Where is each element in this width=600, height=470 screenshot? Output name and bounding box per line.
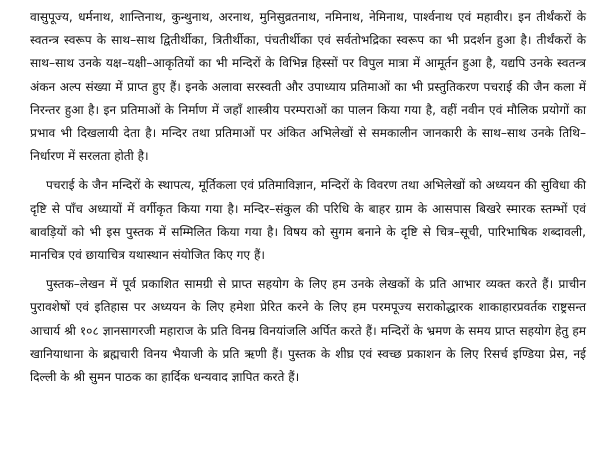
paragraph-chapters: पचराई के जैन मन्दिरों के स्थापत्य, मूर्तिकला एवं प्रतिमाविज्ञान, मन्दिरों के विवरण तथा अभिलेखों को अध्ययन की सुविधा की दृष्टि से पाँच अध्यायों में वर्गीकृत किया गया है। मन्दिर–संकुल की परिधि के बाहर ग्राम के आसपास बिखरे स्मारक स्तम्भों एवं बावड़ियों को भी इस पुस्तक में सम्मिलित किया गया है। विषय को सुगम बनाने के दृष्टि से चित्र–सूची, पारिभाषिक शब्दावली, मानचित्र एवं छायाचित्र यथास्थान संयोजित किए गए हैं। <box>30 178 586 263</box>
paragraph-acknowledgements: पुस्तक–लेखन में पूर्व प्रकाशित सामग्री से प्राप्त सहयोग के लिए हम उनके लेखकों के प्रति आभार व्यक्त करते हैं। प्राचीन पुरावशेषों एवं इतिहास पर अध्ययन के लिए हमेशा प्रेरित करने के लिए हम परमपूज्य सराकोद्धारक शाकाहारप्रवर्तक राष्ट्रसन्त आचार्य श्री १०८ ज्ञानसागरजी महाराज के प्रति विनम्र विनयांजलि अर्पित करते हैं। मन्दिरों के भ्रमण के समय प्राप्त सहयोग हेतु हम खानियाधाना के ब्रह्मचारी विनय भैयाजी के प्रति ऋणी हैं। पुस्तक के शीघ्र एवं स्वच्छ प्रकाशन के लिए रिसर्च इण्डिया प्रेस, नई दिल्ली के श्री सुमन पाठक का हार्दिक धन्यवाद ज्ञापित करते हैं। <box>30 277 587 385</box>
paragraph-tirthankaras: वासुपूज्य, धर्मनाथ, शान्तिनाथ, कुन्थुनाथ, अरनाथ, मुनिसुव्रतनाथ, नमिनाथ, नेमिनाथ, पार्श्वनाथ एवं महावीर। इन तीर्थंकरों के स्वतन्त्र स्वरूप के साथ–साथ द्वितीर्थीका, त्रितीर्थीका, पंचतीर्थीका एवं सर्वतोभद्रिका स्वरूप का भी प्रदर्शन हुआ है। तीर्थंकरों के साथ–साथ उनके यक्ष–यक्षी–आकृतियों का भी मन्दिरों के विभिन्न हिस्सों पर विपुल मात्रा में आमूर्तन हुआ है, यद्यपि उनके स्वतन्त्र अंकन अल्प संख्या में प्राप्त हुए हैं। इनके अलावा सरस्वती और उपाध्याय प्रतिमाओं का भी प्रस्तुतिकरण पचराई की जैन कला में निरन्तर हुआ है। इन प्रतिमाओं के निर्माण में जहाँ शास्त्रीय परम्पराओं का पालन किया गया है, वहीं नवीन एवं मौलिक प्रयोगों का प्रभाव भी दिखलायी देता है। मन्दिर तथा प्रतिमाओं पर अंकित अभिलेखों से समकालीन जानकारी के साथ–साथ उनके तिथि–निर्धारण में सरलता होती है। <box>30 10 586 164</box>
